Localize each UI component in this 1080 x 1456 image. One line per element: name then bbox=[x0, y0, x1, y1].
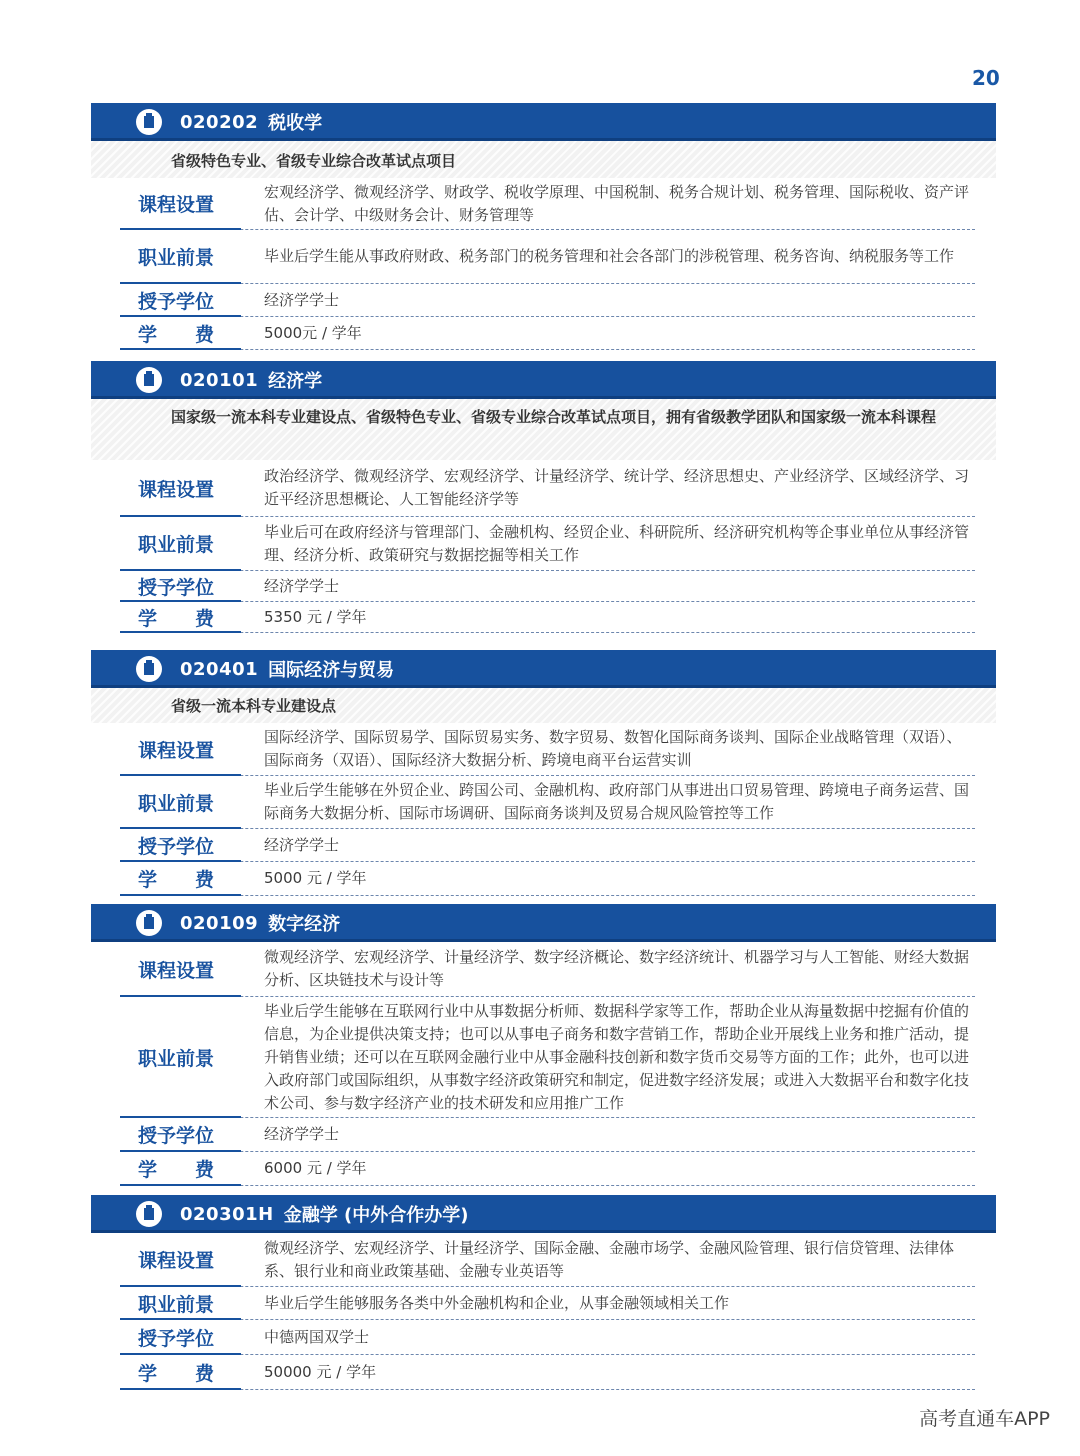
row-courses bbox=[120, 178, 975, 230]
row-career bbox=[120, 230, 975, 284]
row-value: 毕业后学生能从事政府财政、税务部门的税务管理和社会各部门的涉税管理、税务咨询、纳税服务等工作 bbox=[264, 247, 955, 265]
row-fee bbox=[120, 1355, 975, 1390]
major-features bbox=[91, 399, 996, 460]
section-header bbox=[91, 103, 996, 141]
section-header bbox=[91, 361, 996, 399]
row-label: 职业前景 bbox=[138, 1293, 215, 1316]
row-value: 5350 元 / 学年 bbox=[264, 607, 367, 626]
section-header bbox=[91, 1195, 996, 1233]
feature-text: 省级特色专业、省级专业综合改革试点项目 bbox=[171, 152, 457, 170]
section-header bbox=[91, 650, 996, 688]
feature-text: 省级一流本科专业建设点 bbox=[171, 697, 337, 715]
major-features bbox=[91, 688, 996, 723]
row-label: 授予学位 bbox=[138, 576, 215, 599]
major-code: 020301H bbox=[180, 1203, 274, 1225]
row-label: 课程设置 bbox=[138, 739, 215, 762]
row-value: 政治经济学、微观经济学、宏观经济学、计量经济学、统计学、经济思想史、产业经济学、区域经济学、习近平经济思想概论、人工智能经济学等 bbox=[264, 467, 970, 508]
row-fee bbox=[120, 602, 975, 633]
major-name: 金融学 (中外合作办学) bbox=[283, 1205, 469, 1226]
row-label: 职业前景 bbox=[138, 247, 215, 269]
row-degree bbox=[120, 829, 975, 862]
row-value: 经济学学士 bbox=[264, 1125, 340, 1143]
row-value: 经济学学士 bbox=[264, 576, 340, 595]
castle-icon bbox=[136, 910, 162, 936]
major-section-economics bbox=[91, 361, 996, 633]
row-value: 5000 元 / 学年 bbox=[264, 869, 367, 887]
row-label: 授予学位 bbox=[138, 1125, 215, 1147]
row-value: 宏观经济学、微观经济学、财政学、税收学原理、中国税制、税务合规计划、税务管理、国际税收、资产评估、会计学、中级财务会计、财务管理等 bbox=[264, 182, 970, 224]
row-career bbox=[120, 1287, 975, 1320]
castle-icon bbox=[136, 367, 162, 393]
row-label: 学 费 bbox=[138, 1159, 215, 1181]
row-value: 毕业后学生能够在互联网行业中从事数据分析师、数据科学家等工作，帮助企业从海量数据中挖掘有价值的信息，为企业提供决策支持；也可以从事电子商务和数字营销工作，帮助企业开展线上业务和推广活动，提升销售业绩；还可以在互联网金融行业中从事金融科技创新和数字货币交易等方面的工作；此外，也可以进入政府部门或国际组织，从事数字经济政策研究和制定，促进数字经济发展；或进入大数据平台和数字化技术公司、参与数字经济产业的技术研发和应用推广工作 bbox=[264, 1001, 970, 1112]
row-degree bbox=[120, 1320, 975, 1355]
row-label: 课程设置 bbox=[138, 478, 215, 501]
row-value: 经济学学士 bbox=[264, 835, 340, 854]
row-courses bbox=[120, 723, 975, 776]
row-value: 毕业后学生能够服务各类中外金融机构和企业，从事金融领域相关工作 bbox=[264, 1293, 730, 1312]
row-career bbox=[120, 776, 975, 829]
row-degree bbox=[120, 1118, 975, 1152]
major-section-trade bbox=[91, 650, 996, 896]
watermark: 高考直通车APP bbox=[919, 1408, 1050, 1430]
castle-icon bbox=[136, 656, 162, 682]
row-label: 学 费 bbox=[138, 323, 215, 346]
section-header bbox=[91, 904, 996, 942]
row-label: 授予学位 bbox=[138, 1327, 215, 1350]
row-label: 学 费 bbox=[138, 1362, 215, 1385]
row-fee bbox=[120, 862, 975, 896]
major-code: 020109 bbox=[180, 912, 259, 934]
row-value: 微观经济学、宏观经济学、计量经济学、数字经济概论、数字经济统计、机器学习与人工智能、财经大数据分析、区块链技术与设计等 bbox=[264, 948, 970, 989]
row-degree bbox=[120, 284, 975, 317]
major-code: 020202 bbox=[180, 111, 259, 133]
row-label: 课程设置 bbox=[138, 959, 215, 982]
major-code: 020401 bbox=[180, 658, 259, 680]
row-label: 课程设置 bbox=[138, 194, 215, 216]
major-section-digital-economy bbox=[91, 904, 996, 1186]
row-label: 职业前景 bbox=[138, 534, 215, 556]
row-degree bbox=[120, 571, 975, 602]
row-label: 学 费 bbox=[138, 607, 215, 630]
row-value: 50000 元 / 学年 bbox=[264, 1362, 377, 1381]
castle-icon bbox=[136, 1201, 162, 1227]
row-value: 国际经济学、国际贸易学、国际贸易实务、数字贸易、数智化国际商务谈判、国际企业战略管理（双语）、国际商务（双语）、国际经济大数据分析、跨境电商平台运营实训 bbox=[264, 728, 962, 769]
row-label: 授予学位 bbox=[138, 290, 215, 313]
major-features bbox=[91, 141, 996, 178]
row-courses bbox=[120, 942, 975, 997]
row-value: 毕业后可在政府经济与管理部门、金融机构、经贸企业、科研院所、经济研究机构等企事业单位从事经济管理、经济分析、政策研究与数据挖掘等相关工作 bbox=[264, 522, 970, 564]
major-code: 020101 bbox=[180, 369, 259, 391]
row-fee bbox=[120, 317, 975, 350]
row-career bbox=[120, 997, 975, 1118]
row-courses bbox=[120, 1233, 975, 1287]
major-name: 数字经济 bbox=[268, 914, 341, 935]
major-name: 税收学 bbox=[268, 113, 323, 134]
row-label: 职业前景 bbox=[138, 792, 215, 815]
row-value: 5000元 / 学年 bbox=[264, 323, 362, 342]
page-number: 20 bbox=[972, 66, 1000, 90]
row-label: 授予学位 bbox=[138, 835, 215, 858]
row-fee bbox=[120, 1152, 975, 1186]
castle-icon bbox=[136, 109, 162, 135]
row-courses bbox=[120, 460, 975, 517]
major-section-tax bbox=[91, 103, 996, 350]
row-value: 6000 元 / 学年 bbox=[264, 1159, 367, 1177]
row-value: 经济学学士 bbox=[264, 290, 340, 309]
row-value: 毕业后学生能够在外贸企业、跨国公司、金融机构、政府部门从事进出口贸易管理、跨境电子商务运营、国际商务大数据分析、国际市场调研、国际商务谈判及贸易合规风险管控等工作 bbox=[264, 781, 970, 822]
major-name: 国际经济与贸易 bbox=[268, 660, 395, 681]
row-label: 学 费 bbox=[138, 869, 215, 891]
major-name: 经济学 bbox=[268, 371, 323, 392]
row-value: 中德两国双学士 bbox=[264, 1327, 370, 1346]
row-label: 职业前景 bbox=[138, 1047, 215, 1070]
major-section-finance bbox=[91, 1195, 996, 1390]
row-career bbox=[120, 517, 975, 571]
feature-text: 国家级一流本科专业建设点、省级特色专业、省级专业综合改革试点项目，拥有省级教学团队和国家级一流本科课程 bbox=[171, 408, 937, 426]
row-label: 课程设置 bbox=[138, 1250, 215, 1272]
row-value: 微观经济学、宏观经济学、计量经济学、国际金融、金融市场学、金融风险管理、银行信贷管理、法律体系、银行业和商业政策基础、金融专业英语等 bbox=[264, 1238, 955, 1280]
